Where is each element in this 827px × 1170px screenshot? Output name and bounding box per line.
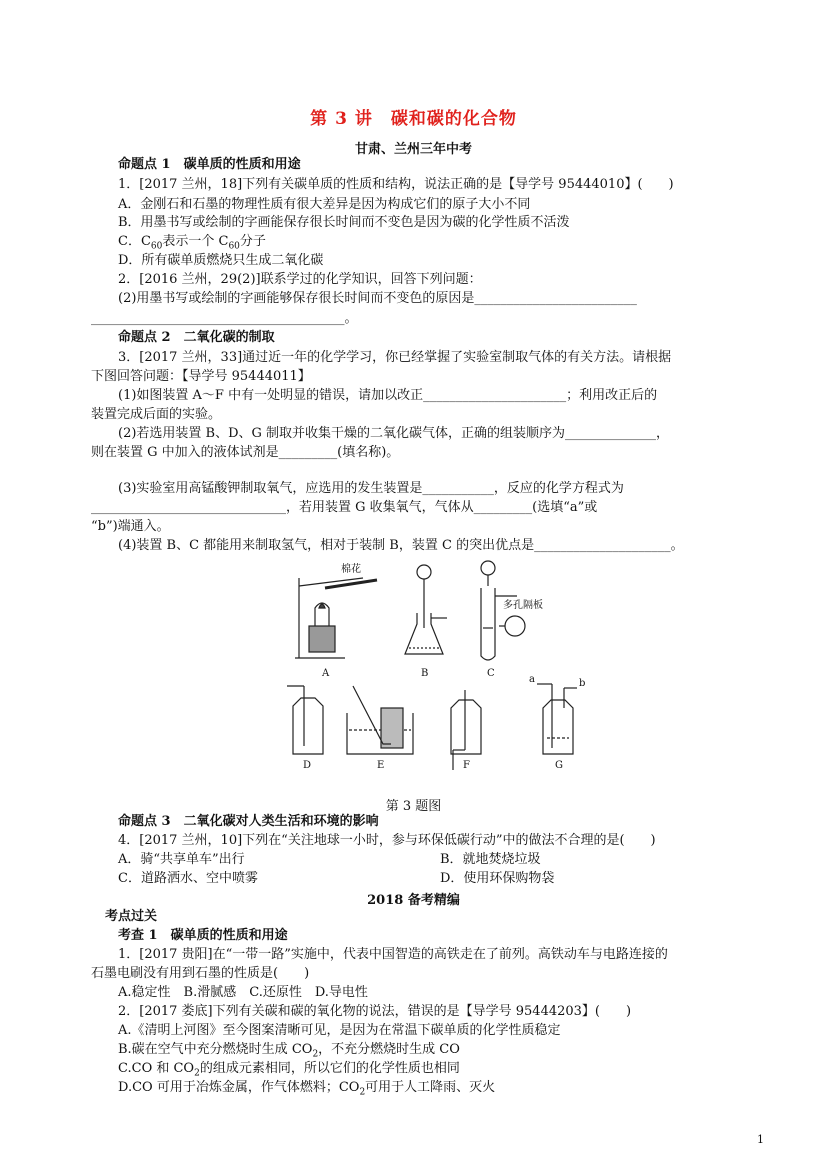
q2-stem: 2．[2016 兰州，29(2)]联系学过的化学知识，回答下列问题： [118, 272, 482, 287]
label-d: D [303, 760, 312, 771]
q1-option-d: D．所有碳单质燃烧只生成二氧化碳 [118, 253, 324, 268]
figure-caption: 第 3 题图 [385, 799, 442, 814]
label-porous-plate: 多孔隔板 [503, 600, 543, 611]
q3-part4: (4)装置 B、C 都能用来制取氢气，相对于装制 B，装置 C 的突出优点是_____________________。 [118, 538, 684, 553]
p1-options: A.稳定性 B.滑腻感 C.还原性 D.导电性 [118, 985, 368, 1000]
q3-stem: 3．[2017 兰州，33]通过近一年的化学学习，你已经掌握了实验室制取气体的有关方法。请根据 [118, 350, 672, 365]
q3-part1-cont: 装置完成后面的实验。 [91, 407, 222, 422]
q3-stem-cont: 下图回答问题：【导学号 95444011】 [91, 369, 311, 384]
p2-option-b-text1: B.碳在空气中充分燃烧时生成 CO [118, 1042, 313, 1057]
q1-option-c-sub1: 60 [150, 241, 163, 252]
q1-option-c-text3: 分子 [239, 234, 266, 249]
apparatus-g [537, 684, 577, 754]
q1-option-a: A．金刚石和石墨的物理性质有很大差异是因为构成它们的原子大小不同 [118, 197, 531, 212]
page-number: 1 [757, 1133, 764, 1146]
label-port-a: a [529, 674, 535, 685]
p2-option-b-text2: ，不充分燃烧时生成 CO [318, 1042, 460, 1057]
p2-option-c-text2: 的组成元素相同，所以它们的化学性质也相同 [199, 1061, 460, 1076]
label-f: F [463, 760, 470, 771]
q4-option-c: C．道路洒水、空中喷雾 [118, 871, 258, 886]
q3-part3-cont2: “b”)端通入。 [91, 519, 170, 534]
p2-stem: 2．[2017 娄底]下列有关碳和碳的氧化物的说法，错误的是【导学号 95444203】( ) [118, 1004, 632, 1019]
q3-part3-cont: ______________________________，若用装置 G 收集氧气，气体从_________(选填“a”或 [91, 500, 598, 515]
q2-part2: (2)用墨书写或绘制的字画能够保存很长时间而不变色的原因是_________________________ [118, 291, 637, 306]
section-subtitle: 甘肃、兰州三年中考 [354, 142, 472, 157]
p2-option-d [118, 1079, 495, 1102]
p1-stem: 1．[2017 贵阳]在“一带一路”实施中，代表中国智造的高铁走在了前列。高铁动车与电路连接的 [118, 947, 668, 962]
label-a: A [322, 668, 330, 679]
q4-option-d: D．使用环保购物袋 [440, 871, 555, 886]
q1-option-c-text2: 表示一个 C [162, 234, 229, 249]
q3-part1: (1)如图装置 A～F 中有一处明显的错误，请加以改正______________________；利用改正后的 [118, 388, 658, 403]
p1-stem-cont: 石墨电刷没有用到石墨的性质是( ) [91, 966, 310, 981]
topic3-heading: 命题点 3 二氧化碳对人类生活和环境的影响 [118, 814, 379, 829]
q3-part3: (3)实验室用高锰酸钾制取氧气，应选用的发生装置是___________，反应的化学方程式为 [118, 481, 624, 496]
label-g: G [555, 760, 563, 771]
apparatus-b [405, 565, 447, 654]
apparatus-a [295, 578, 377, 658]
topic2-heading: 命题点 2 二氧化碳的制取 [118, 330, 275, 345]
p2-option-d-text2: 可用于人工降雨、灭火 [365, 1080, 496, 1095]
q2-part2-blank: _______________________________________。 [91, 311, 358, 326]
label-mianhua: 棉花 [341, 564, 361, 575]
q3-part2: (2)若选用装置 B、D、G 制取并收集干燥的二氧化碳气体，正确的组装顺序为______________， [118, 426, 670, 441]
q1-option-b: B．用墨书写或绘制的字画能保存很长时间而不变色是因为碳的化学性质不活泼 [118, 215, 570, 230]
apparatus-f [451, 690, 481, 770]
topic1-heading: 命题点 1 碳单质的性质和用途 [118, 157, 301, 172]
section2-heading: 2018 备考精编 [367, 893, 460, 908]
q4-stem: 4．[2017 兰州，10]下列在“关注地球一小时，参与环保低碳行动”中的做法不合理的是( ) [118, 833, 656, 848]
q4-option-a: A．骑“共享单车”出行 [118, 852, 245, 867]
label-port-b: b [579, 678, 586, 689]
apparatus-d [287, 686, 323, 754]
label-b: B [421, 668, 429, 679]
p2-option-c-text1: C.CO 和 CO [118, 1061, 195, 1076]
apparatus-e [347, 686, 413, 754]
q1-stem: 1．[2017 兰州，18]下列有关碳单质的性质和结构，说法正确的是【导学号 95444010】( ) [118, 177, 674, 192]
kaodian-heading: 考点过关 [105, 909, 158, 924]
kaocha1-heading: 考查 1 碳单质的性质和用途 [118, 928, 288, 943]
label-c: C [487, 668, 495, 679]
q3-part2-cont: 则在装置 G 中加入的液体试剂是_________(填名称)。 [91, 445, 400, 460]
label-e: E [377, 760, 385, 771]
page-title: 第 3 讲 碳和碳的化合物 [310, 109, 517, 129]
p2-option-d-sub: 2 [359, 1087, 366, 1098]
q1-option-c-text1: C．C [118, 234, 151, 249]
p2-option-a: A.《清明上河图》至今图案清晰可见，是因为在常温下碳单质的化学性质稳定 [118, 1023, 561, 1038]
p2-option-c-sub: 2 [194, 1068, 200, 1079]
p2-option-d-text1: D.CO 可用于冶炼金属，作气体燃料；CO [118, 1080, 360, 1095]
apparatus-figure [285, 558, 595, 773]
q1-option-c-sub2: 60 [228, 241, 240, 252]
q4-option-b: B．就地焚烧垃圾 [440, 852, 541, 867]
p2-option-b-sub: 2 [312, 1049, 319, 1060]
